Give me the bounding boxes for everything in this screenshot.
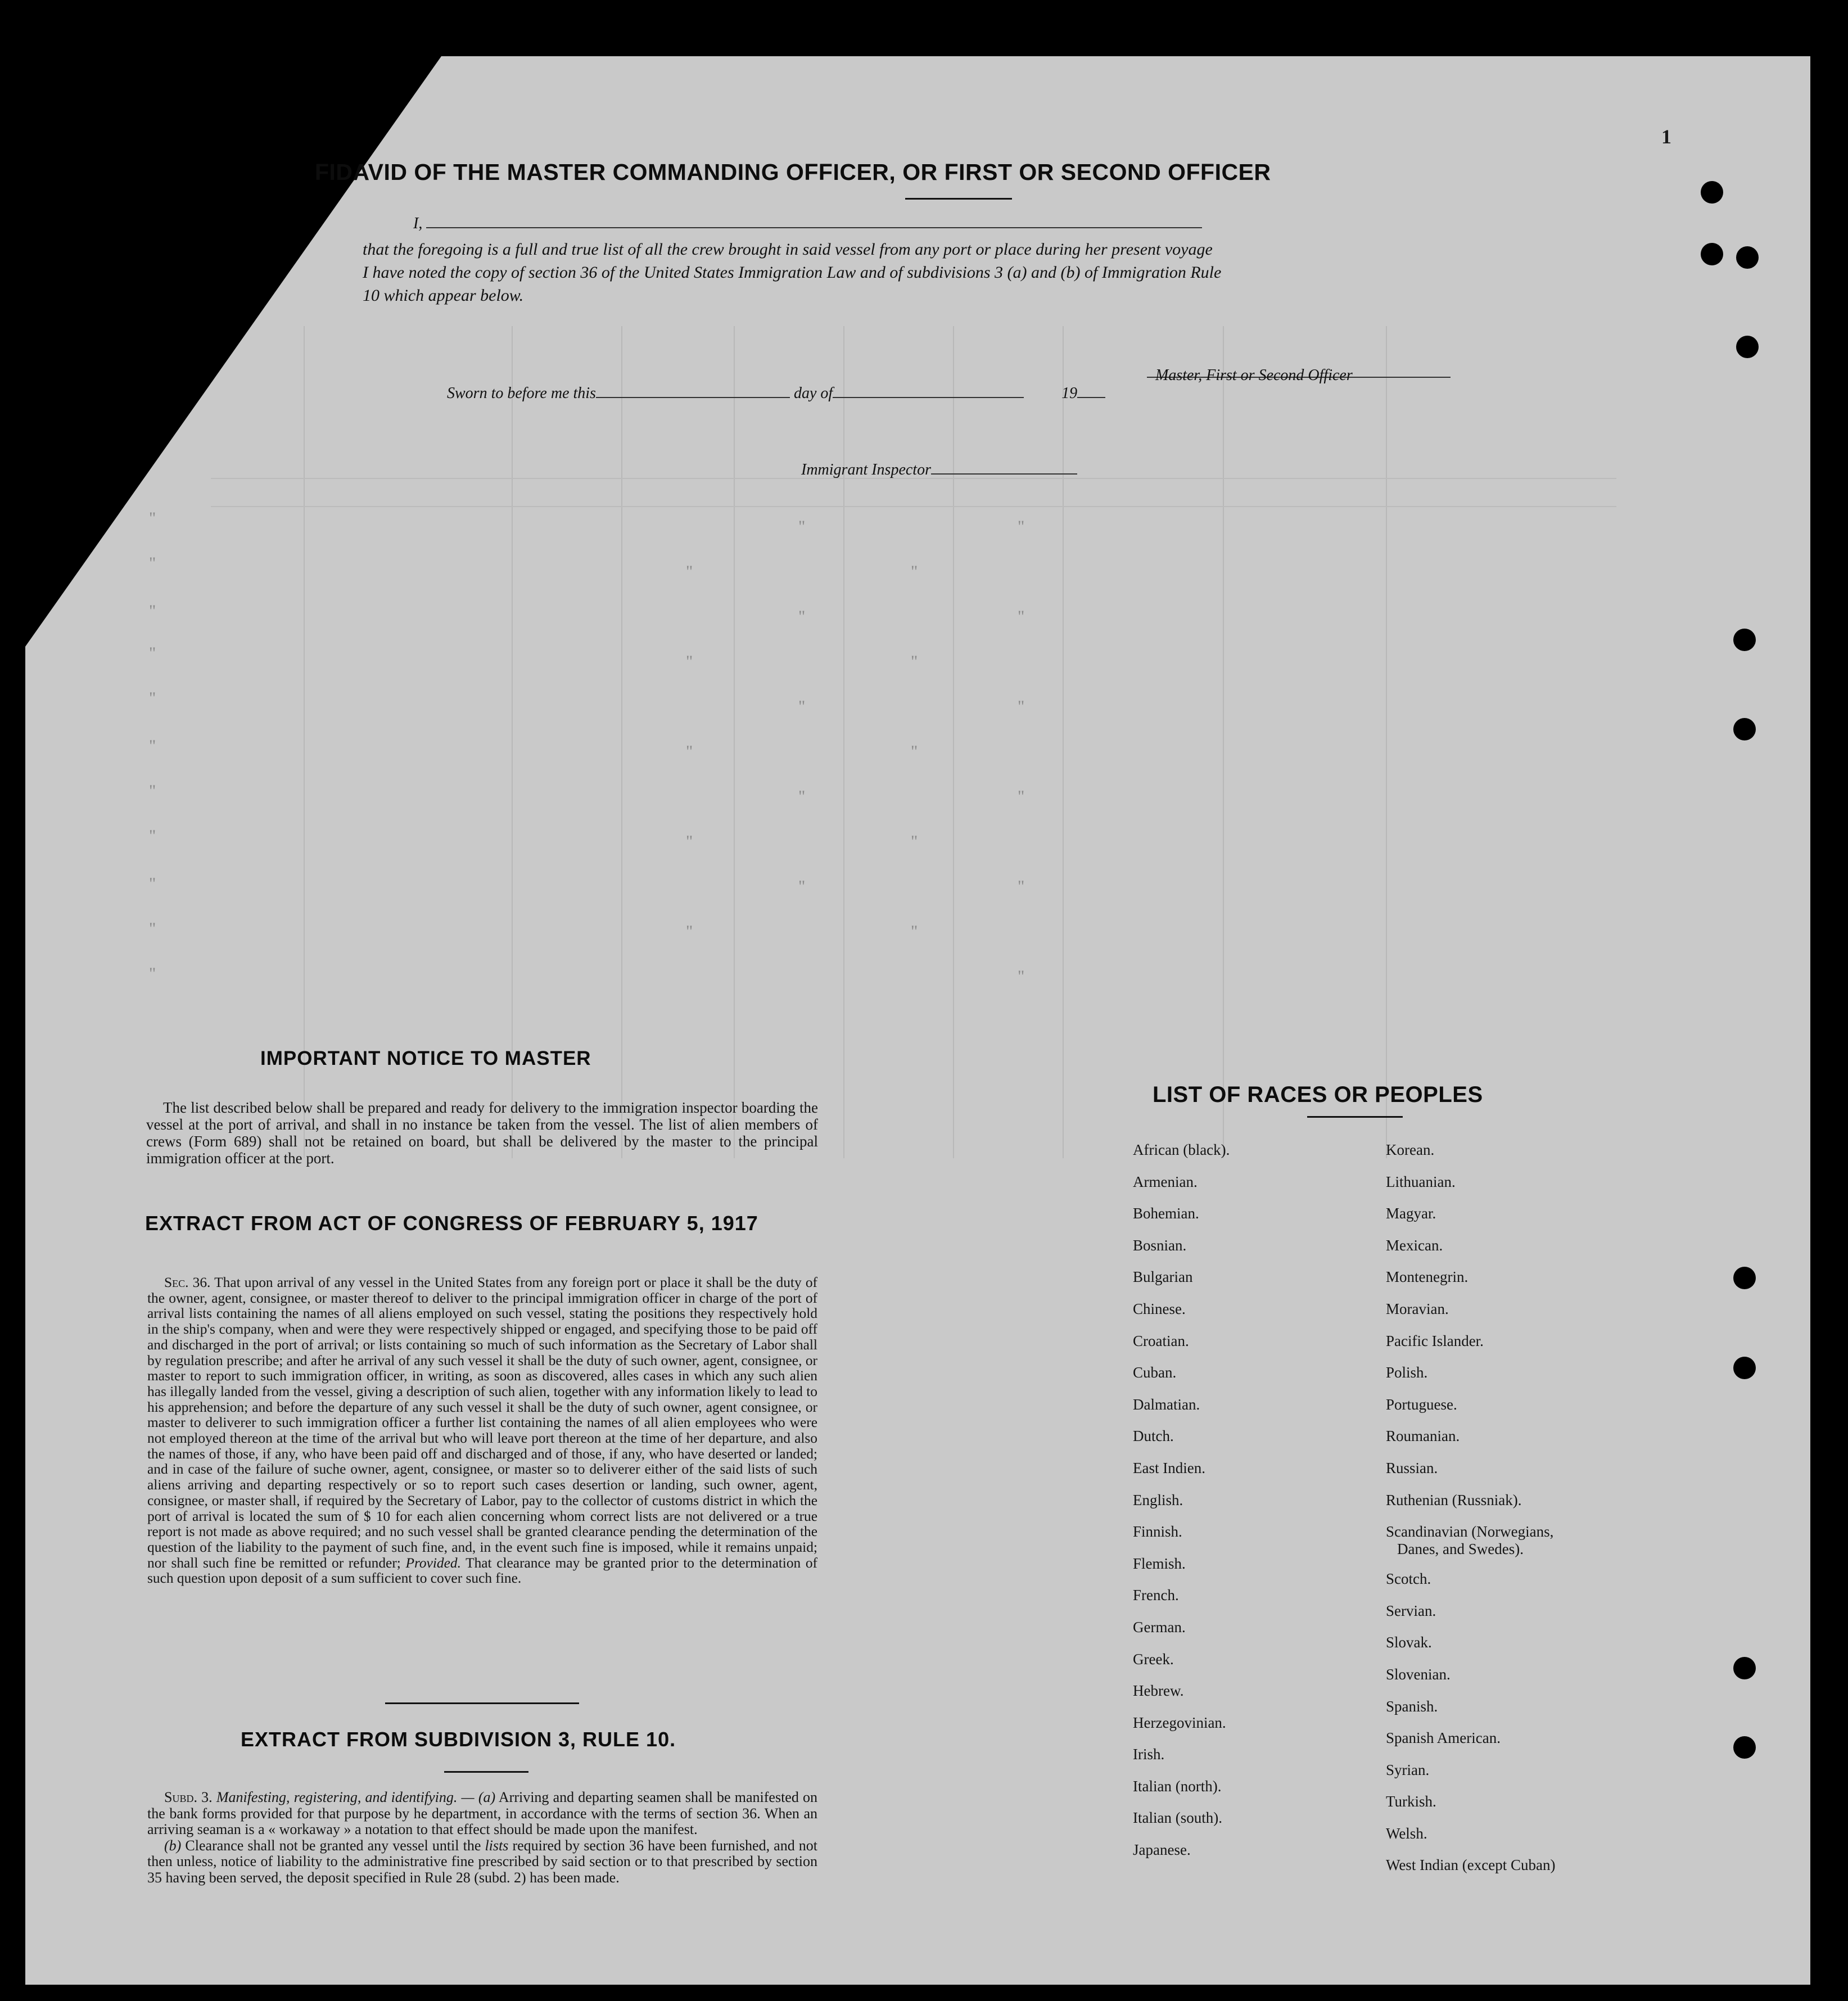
race-item: Montenegrin. bbox=[1386, 1268, 1469, 1286]
ghost-column-line bbox=[512, 326, 513, 1158]
race-item: Bosnian. bbox=[1133, 1236, 1187, 1254]
punch-hole bbox=[1736, 246, 1759, 269]
race-item: Russian. bbox=[1386, 1459, 1438, 1476]
punch-hole bbox=[1733, 1657, 1756, 1679]
races-left-column bbox=[1133, 1141, 1230, 1873]
race-item: Portuguese. bbox=[1386, 1395, 1457, 1413]
race-item: Magyar. bbox=[1386, 1205, 1436, 1222]
ghost-column-line bbox=[1223, 326, 1224, 1158]
punch-hole bbox=[1701, 181, 1723, 204]
race-item: Dutch. bbox=[1133, 1428, 1174, 1445]
race-item: Bohemian. bbox=[1133, 1205, 1199, 1222]
race-item: Japanese. bbox=[1133, 1841, 1191, 1859]
punch-hole bbox=[1733, 1736, 1756, 1759]
race-item: French. bbox=[1133, 1587, 1179, 1604]
race-item: Servian. bbox=[1386, 1602, 1436, 1619]
race-item: Turkish. bbox=[1386, 1793, 1436, 1810]
punch-hole bbox=[1733, 1267, 1756, 1289]
race-item: English. bbox=[1133, 1491, 1183, 1508]
divider bbox=[444, 1771, 528, 1773]
race-item: Spanish. bbox=[1386, 1697, 1438, 1715]
race-item: Chinese. bbox=[1133, 1300, 1186, 1317]
race-item: Scandinavian (Norwegians, Danes, and Swedes). bbox=[1386, 1523, 1554, 1558]
punch-hole bbox=[1733, 718, 1756, 740]
race-item: Armenian. bbox=[1133, 1173, 1198, 1190]
race-item: Italian (north). bbox=[1133, 1777, 1222, 1795]
race-item: Finnish. bbox=[1133, 1523, 1182, 1541]
ghost-column-line bbox=[304, 326, 305, 1158]
race-item: Bulgarian bbox=[1133, 1268, 1193, 1286]
act-title: EXTRACT FROM ACT OF CONGRESS OF FEBRUARY 5, 1917 bbox=[145, 1212, 758, 1235]
ghost-column-line bbox=[953, 326, 954, 1158]
race-item: Cuban. bbox=[1133, 1364, 1177, 1381]
divider bbox=[1307, 1116, 1403, 1118]
inspector-line: Immigrant Inspector bbox=[801, 461, 1077, 479]
race-item: East Indien. bbox=[1133, 1459, 1205, 1476]
race-item: Slovak. bbox=[1386, 1634, 1432, 1651]
race-item: Pacific Islander. bbox=[1386, 1332, 1484, 1349]
races-right-column bbox=[1386, 1141, 1555, 1889]
notice-text: The list described below shall be prepared and ready for delivery to the immigration inspector boarding the vessel at the port of arrival, and shall in no instance be taken from the vessel. The list of alien members of crews (Form 689) shall not be retained on board, but shall be delivered by the master to the principal immigration officer at the port. bbox=[146, 1099, 818, 1167]
affidavit-i: I, bbox=[413, 214, 1202, 233]
ghost-column-line bbox=[1386, 326, 1387, 1158]
race-item: Syrian. bbox=[1386, 1761, 1430, 1778]
master-signature-label: Master, First or Second Officer bbox=[1155, 367, 1353, 384]
punch-hole bbox=[1701, 243, 1723, 265]
race-item: West Indian (except Cuban) bbox=[1386, 1857, 1556, 1874]
divider bbox=[905, 198, 1012, 200]
sworn-line: Sworn to before me this day of 19 bbox=[447, 385, 1105, 403]
race-item: Herzegovinian. bbox=[1133, 1714, 1226, 1731]
race-item: Lithuanian. bbox=[1386, 1173, 1456, 1190]
punch-hole bbox=[1733, 629, 1756, 651]
race-item: German. bbox=[1133, 1618, 1186, 1636]
race-item: Mexican. bbox=[1386, 1236, 1443, 1254]
act-text: Sec. 36. That upon arrival of any vessel in the United States from any foreign port or place it shall be the duty of the owner, agent, consignee, or master thereof to deliver to the principal immigration officer in charge of the port of arrival lists containing the names of all aliens employed on such vessel, stating the positions they respectively hold in the ship's company, when and were they were respectively shipped or engaged, and specifying those to be paid off and discharged in the port of arrival; or lists containing so much of such information as the Secretary of Labor shall by regulation prescribe; and after he arrival of any such vessel it shall be the duty of such owner, agent, consignee, or master to report to such immigration officer, in writing, as soon as discovered, alles cases in which any such alien has illegally landed from the vessel, giving a description of such alien, together with any information likely to lead to his apprehension; and before the departure of any such vessel it shall be the duty of such owner, agent consignee, or master to deliverer to such immigration officer a further list containing the names of all alien employees who were not employed thereon at the time of the arrival but who will leave port thereon at the time of her departure, and also the names of those, if any, who have been paid off and discharged and of those, if any, who have deserted or landed; and in case of the failure of suche owner, agent, consignee, or master so to deliverer either of the said lists of such aliens arriving and departing respectively or so to report such cases desertion or landing, such owner, agent, consignee, or master shall, if required by the Secretary of Labor, pay to the collector of customs district in which the port of arrival is located the sum of $ 10 for each alien concerning whom correct lists are not delivered or a true report is not made as above required; and no such vessel shall be granted clearance pending the determination of the question of the liability to the payment of such fine, and, in the event such fine is imposed, while it remains unpaid; nor shall such fine be remitted or refunder; Provided. That clearance may be granted prior to the determination of such question upon deposit of a sum sufficient to cover such fine. bbox=[147, 1275, 817, 1587]
race-item: Roumanian. bbox=[1386, 1428, 1460, 1445]
race-item: Moravian. bbox=[1386, 1300, 1449, 1317]
ghost-column-line bbox=[621, 326, 622, 1158]
race-item: African (black). bbox=[1133, 1141, 1230, 1158]
race-item: Croatian. bbox=[1133, 1332, 1189, 1349]
ghost-column-line bbox=[734, 326, 735, 1158]
ghost-row-line bbox=[211, 506, 1616, 507]
punch-hole bbox=[1733, 1357, 1756, 1379]
race-item: Slovenian. bbox=[1386, 1665, 1451, 1683]
race-item: Korean. bbox=[1386, 1141, 1435, 1158]
race-item: Irish. bbox=[1133, 1746, 1165, 1763]
race-item: Polish. bbox=[1386, 1364, 1428, 1381]
race-item: Flemish. bbox=[1133, 1555, 1186, 1572]
rule-title: EXTRACT FROM SUBDIVISION 3, RULE 10. bbox=[241, 1728, 676, 1751]
race-item: Scotch. bbox=[1386, 1570, 1431, 1588]
affidavit-body: that the foregoing is a full and true list of all the crew brought in said vessel from any port or place during her present voyage I have noted the copy of section 36 of the United States Immigration Law and of subdivisions 3 (a) and (b) of Immigration Rule 10 which appear below. bbox=[363, 240, 1222, 305]
race-item: Dalmatian. bbox=[1133, 1395, 1200, 1413]
punch-hole bbox=[1736, 336, 1759, 358]
affidavit-title: FIDAVID OF THE MASTER COMMANDING OFFICER, OR FIRST OR SECOND OFFICER bbox=[315, 159, 1271, 185]
notice-title: IMPORTANT NOTICE TO MASTER bbox=[260, 1047, 591, 1069]
race-item: Welsh. bbox=[1386, 1824, 1427, 1842]
race-item: Ruthenian (Russniak). bbox=[1386, 1491, 1522, 1508]
page-number: 1 bbox=[1661, 125, 1671, 148]
race-item: Spanish American. bbox=[1386, 1729, 1501, 1747]
race-item: Italian (south). bbox=[1133, 1809, 1222, 1827]
ghost-column-line bbox=[1063, 326, 1064, 1158]
divider bbox=[385, 1702, 579, 1704]
ghost-column-line bbox=[843, 326, 844, 1158]
race-item: Greek. bbox=[1133, 1650, 1174, 1668]
races-title: LIST OF RACES OR PEOPLES bbox=[1153, 1082, 1483, 1107]
rule-text: Subd. 3. Manifesting, registering, and identifying. — (a) Arriving and departing seamen shall be manifested on the bank forms provided for that purpose by he department, in accordance with the terms of section 36. When an arriving seaman is a « workaway » a notation to that effect should be made upon the manifest. (b) Clearance shall not be granted any vessel until the lists required by section 36 have been furnished, and not then unless, notice of liability to the administrative fine prescribed by said section or to that prescribed by section 35 having been served, the deposit specified in Rule 28 (subd. 2) has been made. bbox=[147, 1789, 818, 1886]
race-item: Hebrew. bbox=[1133, 1682, 1184, 1700]
